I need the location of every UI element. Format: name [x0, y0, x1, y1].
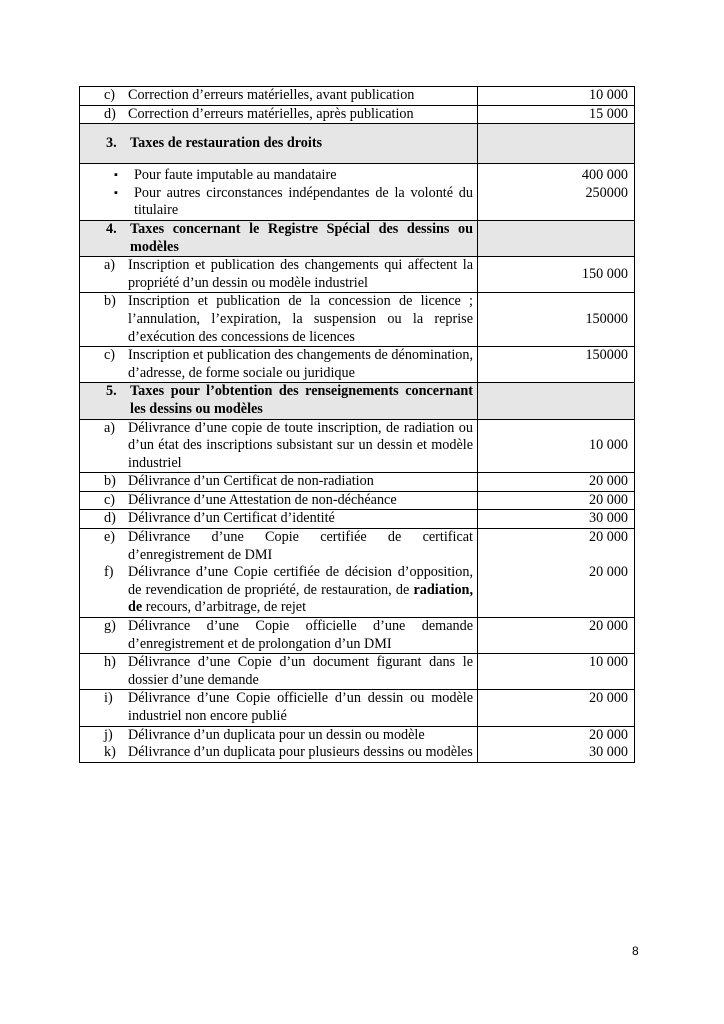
item-text: Inscription et publication de la concession de licence ; l’annulation, l’expiration, la suspension ou la reprise d’exécution des concessions de licences [128, 293, 473, 345]
item-text: Correction d’erreurs matérielles, avant publication [128, 87, 415, 103]
item-text: Délivrance d’une copie de toute inscription, de radiation ou d’un état des inscriptions subsistant sur un dessin et modèle industriel [128, 419, 473, 471]
section-title: Taxes pour l’obtention des renseignements concernant les dessins ou modèles [130, 383, 473, 417]
item-letter: d) [104, 510, 116, 527]
amount-value: 20 000 [588, 726, 628, 743]
bullet-text: Pour faute imputable au mandataire [134, 167, 337, 184]
table-row [80, 293, 635, 347]
item-text: Délivrance d’une Copie certifiée de certificat d’enregistrement de DMI [128, 529, 473, 563]
item-letter: d) [104, 105, 116, 122]
amount-cell: 15 000 [478, 105, 635, 124]
item-letter: c) [104, 87, 116, 103]
fee-table [79, 86, 635, 763]
item-letter: b) [104, 473, 116, 490]
item-text: Délivrance d’un Certificat d’identité [128, 510, 335, 527]
amount-cell: 10 000 [478, 419, 635, 473]
table-row [80, 690, 635, 726]
amount-value: 20 000 [588, 564, 628, 581]
table-row [80, 726, 635, 762]
item-text: Délivrance d’un duplicata pour un dessin ou modèle [128, 726, 425, 743]
amount-cell: 150000 [478, 347, 635, 383]
section-header-row [80, 220, 635, 256]
table-row [80, 257, 635, 293]
bullet-icon: ▪ [114, 186, 118, 199]
item-letter: f) [104, 564, 114, 581]
item-letter: h) [104, 654, 116, 671]
item-letter: a) [104, 419, 116, 436]
table-row [80, 87, 635, 106]
item-text: Délivrance d’un Certificat de non-radiation [128, 473, 374, 490]
amount-cell: 10 000 [478, 87, 635, 106]
item-text: Délivrance d’une Copie officielle d’un dessin ou modèle industriel non encore publié [128, 690, 473, 724]
item-letter: c) [104, 491, 116, 508]
amount-value: 400 000 [581, 167, 628, 184]
section-header-row [80, 383, 635, 419]
table-row [80, 419, 635, 473]
item-text: Délivrance d’une Attestation de non-déchéance [128, 491, 397, 508]
amount-cell: 20 000 [478, 473, 635, 492]
table-row [80, 473, 635, 492]
table-row [80, 491, 635, 510]
item-letter: a) [104, 257, 116, 274]
item-text: Correction d’erreurs matérielles, après publication [128, 105, 414, 122]
item-letter: c) [104, 347, 116, 364]
item-letter: i) [104, 690, 113, 707]
item-text: Délivrance d’une Copie officielle d’une demande d’enregistrement et de prolongation d’un DMI [128, 618, 473, 652]
table-row [80, 654, 635, 690]
bullet-text: Pour autres circonstances indépendantes de la volonté du titulaire [134, 184, 473, 219]
item-letter: j) [104, 726, 113, 743]
item-text: Inscription et publication des changements de dénomination, d’adresse, de forme sociale ou juridique [128, 347, 473, 381]
table-row [80, 164, 635, 221]
table-row [80, 347, 635, 383]
amount-cell: 20 000 [478, 491, 635, 510]
section-number: 4. [106, 220, 117, 237]
item-letter: k) [104, 744, 116, 761]
table-row [80, 529, 635, 618]
item-text: Délivrance d’une Copie d’un document figurant dans le dossier d’une demande [128, 654, 473, 688]
amount-cell: 150 000 [478, 257, 635, 293]
table-row [80, 510, 635, 529]
item-letter: e) [104, 529, 116, 546]
section-number: 5. [106, 383, 117, 400]
table-row [80, 105, 635, 124]
amount-value: 20 000 [588, 529, 628, 546]
table-row [80, 618, 635, 654]
amount-cell: 20 000 [478, 690, 635, 726]
section-title: Taxes concernant le Registre Spécial des dessins ou modèles [130, 220, 473, 255]
page-number: 8 [632, 944, 639, 958]
section-header-row [80, 124, 635, 164]
item-letter: b) [104, 293, 116, 310]
item-text: Délivrance d’une Copie certifiée de décision d’opposition, de revendication de propriété, de restauration, de radiation, de recours, d’arbitrage, de rejet [128, 564, 473, 616]
section-number: 3. [106, 134, 117, 151]
item-text: Délivrance d’un duplicata pour plusieurs dessins ou modèles [128, 744, 473, 761]
amount-cell: 20 000 [478, 618, 635, 654]
amount-value: 30 000 [588, 744, 628, 761]
amount-cell: 30 000 [478, 510, 635, 529]
section-title: Taxes de restauration des droits [130, 134, 323, 151]
amount-value: 250000 [585, 184, 628, 201]
item-text: Inscription et publication des changements qui affectent la propriété d’un dessin ou modèle industriel [128, 257, 473, 291]
amount-cell: 150000 [478, 293, 635, 347]
item-letter: g) [104, 618, 116, 635]
bullet-icon: ▪ [114, 169, 118, 182]
amount-cell: 10 000 [478, 654, 635, 690]
